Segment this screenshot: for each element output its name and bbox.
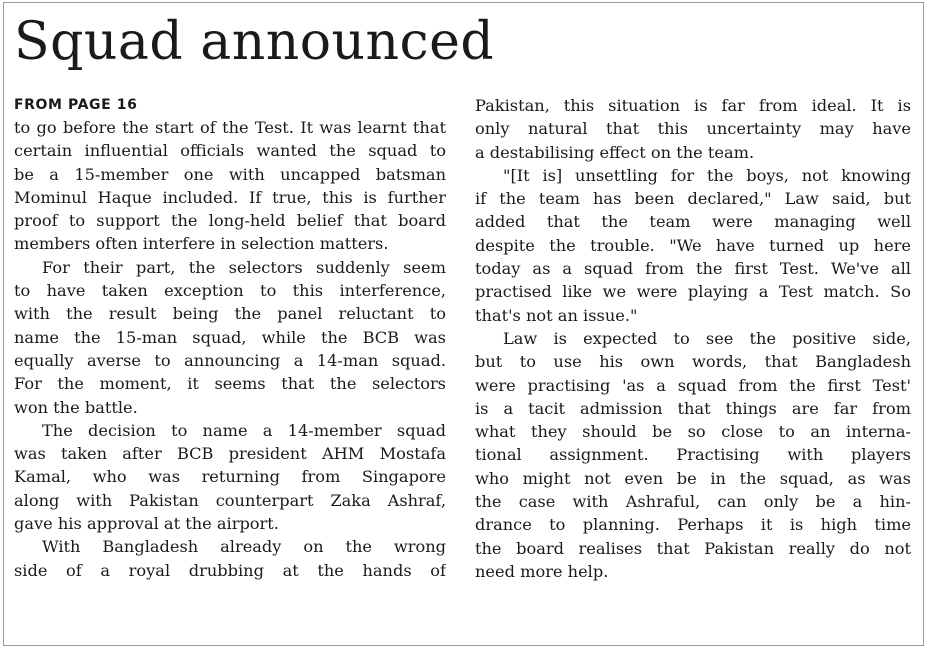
text-line: were practising 'as a squad from the first Test' — [475, 375, 911, 395]
top-border-rule — [3, 2, 924, 3]
text-line: today as a squad from the first Test. We've all — [475, 259, 911, 279]
text-line: who might not even be in the squad, as was — [475, 468, 911, 488]
text-line: Pakistan, this situation is far from ideal. It is — [475, 96, 911, 115]
text-line: Kamal, who was returning from Singapore — [14, 467, 446, 487]
text-line: proof to support the long-held belief that board — [14, 211, 446, 231]
text-line: Mominul Haque included. If true, this is further — [14, 187, 446, 207]
text-line: if the team has been declared," Law said, but — [475, 189, 911, 209]
text-line: along with Pakistan counterpart Zaka Ashraf, — [14, 490, 446, 510]
text-line: won the battle. — [14, 397, 138, 417]
article-column-left — [14, 116, 446, 582]
text-line: that's not an issue." — [475, 305, 638, 325]
text-line: but to use his own words, that Bangladesh — [475, 352, 911, 372]
text-line: With Bangladesh already on the wrong — [42, 537, 446, 557]
text-line: certain influential officials wanted the squad to — [14, 141, 446, 161]
text-line: name the 15-man squad, while the BCB was — [14, 327, 446, 347]
text-line: to have taken exception to this interference, — [14, 281, 446, 301]
text-line: need more help. — [475, 561, 609, 581]
text-line: the case with Ashraful, can only be a hin- — [475, 492, 911, 512]
text-line: despite the trouble. "We have turned up here — [475, 235, 911, 255]
text-line: with the result being the panel reluctant to — [14, 304, 446, 324]
text-line: the board realises that Pakistan really do not — [475, 538, 911, 558]
text-line: tional assignment. Practising with players — [475, 445, 911, 465]
right-border-rule — [923, 2, 924, 645]
text-line: be a 15-member one with uncapped batsman — [14, 164, 446, 184]
text-line: practised like we were playing a Test match. So — [475, 282, 911, 302]
text-line: "[It is] unsettling for the boys, not knowing — [503, 165, 911, 185]
text-line: The decision to name a 14-member squad — [42, 420, 446, 440]
text-line: equally averse to announcing a 14-man squad. — [14, 350, 446, 370]
text-line: gave his approval at the airport. — [14, 514, 279, 534]
text-line: was taken after BCB president AHM Mostafa — [14, 444, 446, 464]
text-line: is a tacit admission that things are far from — [475, 398, 911, 418]
text-line: For the moment, it seems that the selectors — [14, 374, 446, 394]
left-border-rule — [3, 2, 4, 645]
continued-from-label: FROM PAGE 16 — [14, 97, 138, 113]
article-column-right — [475, 94, 911, 583]
text-line: drance to planning. Perhaps it is high time — [475, 515, 911, 535]
text-line: added that the team were managing well — [475, 212, 911, 232]
text-line: what they should be so close to an interna- — [475, 422, 911, 442]
bottom-border-rule — [3, 645, 924, 646]
text-line: to go before the start of the Test. It was learnt that — [14, 118, 446, 137]
headline: Squad announced — [14, 12, 495, 72]
text-line: Law is expected to see the positive side, — [503, 328, 911, 348]
text-line: a destabilising effect on the team. — [475, 142, 755, 162]
text-line: side of a royal drubbing at the hands of — [14, 560, 446, 580]
text-line: only natural that this uncertainty may have — [475, 119, 911, 139]
text-line: For their part, the selectors suddenly seem — [42, 257, 446, 277]
text-line: members often interfere in selection matters. — [14, 234, 389, 254]
